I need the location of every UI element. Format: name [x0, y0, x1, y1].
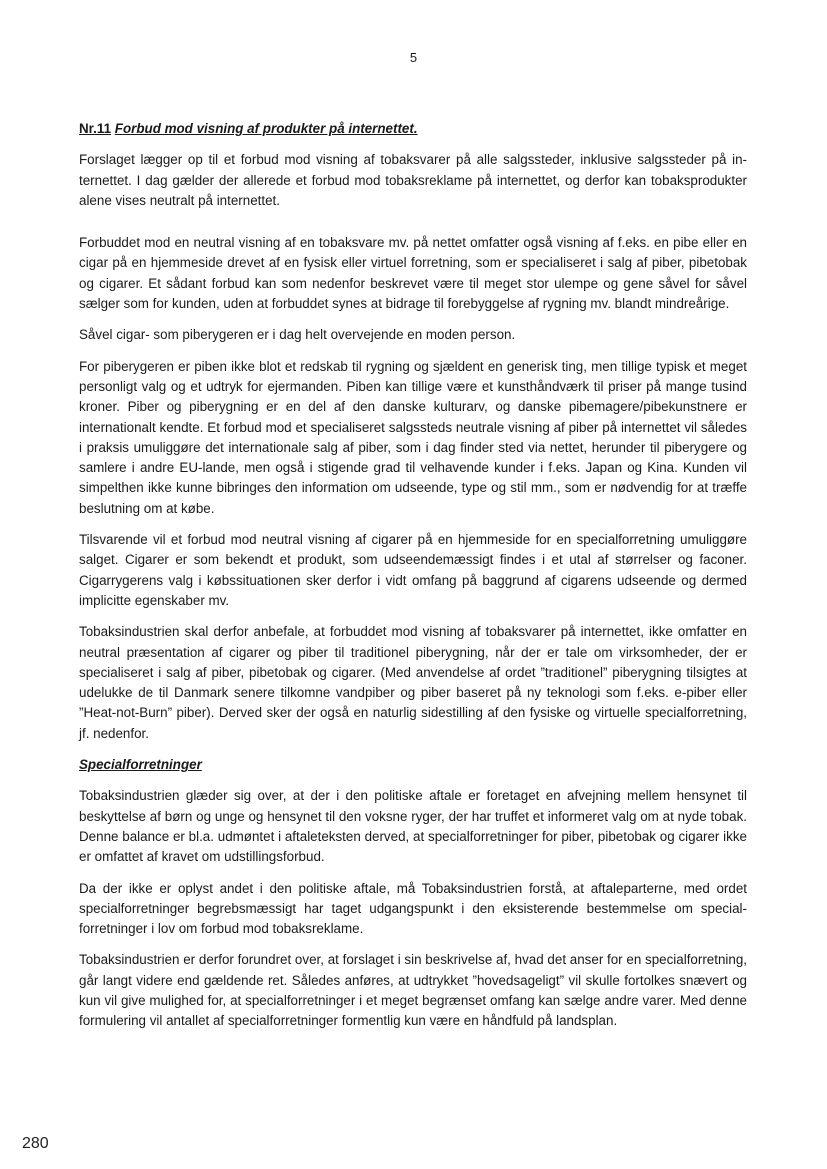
document-body	[79, 119, 747, 1043]
paragraph: Tobaksindustrien er derfor forundret over, at forslaget i sin beskrivelse af, hvad det anser for en specialforretning, går langt videre end gældende ret. Således anføres, at udtrykket ”hovedsageligt” vil skulle fortolkes snævert og kun vil give mulighed for, at specialforretninger i et meget begrænset omfang kan sælge andre varer. Med denne formulering vil antallet af specialforretninger formentlig kun være en håndfuld på landsplan.	[79, 952, 747, 1029]
section-number: Nr.11	[79, 121, 112, 136]
paragraph: Da der ikke er oplyst andet i den politiske aftale, må Tobaksindustrien forstå, at aftaleparterne, med ordet specialforretninger begrebsmæssigt har taget udgangspunkt i den eksisterende bestemmelse om specialforretninger i lov om forbud mod tobaksreklame.	[79, 880, 747, 937]
section-heading	[79, 119, 747, 139]
footer-page-number: 280	[22, 1135, 49, 1152]
paragraph: Forslaget lægger op til et forbud mod visning af tobaksvarer på alle salgssteder, inklusive salgssteder på internettet. I dag gælder der allerede et forbud mod tobaksreklame på internettet, og derfor kan tobaksprodukter alene vises neutralt på internettet.	[79, 152, 747, 208]
paragraph: Tobaksindustrien skal derfor anbefale, at forbuddet mod visning af tobaksvarer på internettet, ikke omfatter en neutral præsentation af cigarer og piber til traditionel piberygning, når der er tale om virksomheder, der er specialiseret i salg af piber, pibetobak og cigarer. (Med anvendelse af ordet ”traditionel” piberygning tilsigtes at udelukke de til Danmark senere tilkomne vandpiber og piber baseret på ny teknologi som f.eks. e-piber eller ”Heat-not-Burn” piber). Derved sker der også en naturlig sidestilling af den fysiske og virtuelle specialforretning, jf. nedenfor.	[79, 624, 747, 741]
paragraph: For piberygeren er piben ikke blot et redskab til rygning og sjældent en generisk ting, men tillige typisk et meget personligt valg og et udtryk for ejermanden. Piben kan tillige være et kunsthåndværk til priser på mange tusind kroner. Piber og piberygning er en del af den danske kulturarv, og danske pibemagere/pibekunstnere er internationalt kendte. Et forbud mod et specialiseret salgssteds neutrale visning af piber på internettet vil således i praksis umuliggøre det internationale salg af piber, som i dag finder sted via nettet, herunder til piberygere og samlere i andre EU-lande, men også i stigende grad til velhavende kunder i f.eks. Japan og Kina. Kunden vil simpelthen ikke kunne bibringes den information om udseende, type og stil mm., som er nødvendig for at træffe beslutning om at købe.	[79, 358, 747, 516]
paragraph: Såvel cigar- som piberygeren er i dag helt overvejende en moden person.	[79, 327, 516, 343]
paragraph: Tilsvarende vil et forbud mod neutral visning af cigarer på en hjemmeside for en specialforretning umuliggøre salget. Cigarer er som bekendt et produkt, som udseendemæssigt findes i et utal af størrelser og faconer. Cigarrygerens valg i købssituationen sker derfor i vidt omfang på baggrund af cigarens udseende og dermed implicitte egenskaber mv.	[79, 532, 747, 608]
paragraph: Tobaksindustrien glæder sig over, at der i den politiske aftale er foretaget en afvejning mellem hensynet til beskyttelse af børn og unge og hensynet til den voksne ryger, der har truffet et informeret valg om at nyde tobak. Denne balance er bl.a. udmøntet i aftaleteksten derved, at specialforretninger for piber, pibetobak og cigarer ikke er omfattet af kravet om udstillingsforbud.	[79, 788, 747, 865]
subsection-heading: Specialforretninger	[79, 757, 202, 773]
paragraph: Forbuddet mod en neutral visning af en tobaksvare mv. på nettet omfatter også visning af f.eks. en pibe eller en cigar på en hjemmeside drevet af en fysisk eller virtuel forretning, som er specialiseret i salg af piber, pibetobak og cigarer. Et sådant forbud kan som nedenfor beskrevet være til meget stor ulempe og gene såvel for såvel sælger som for kunden, uden at forbuddet synes at bidrage til forebyggelse af rygning mv. blandt mindreårige.	[79, 235, 747, 312]
section-title: Forbud mod visning af produkter på internettet.	[114, 121, 418, 136]
page-number: 5	[409, 50, 418, 65]
